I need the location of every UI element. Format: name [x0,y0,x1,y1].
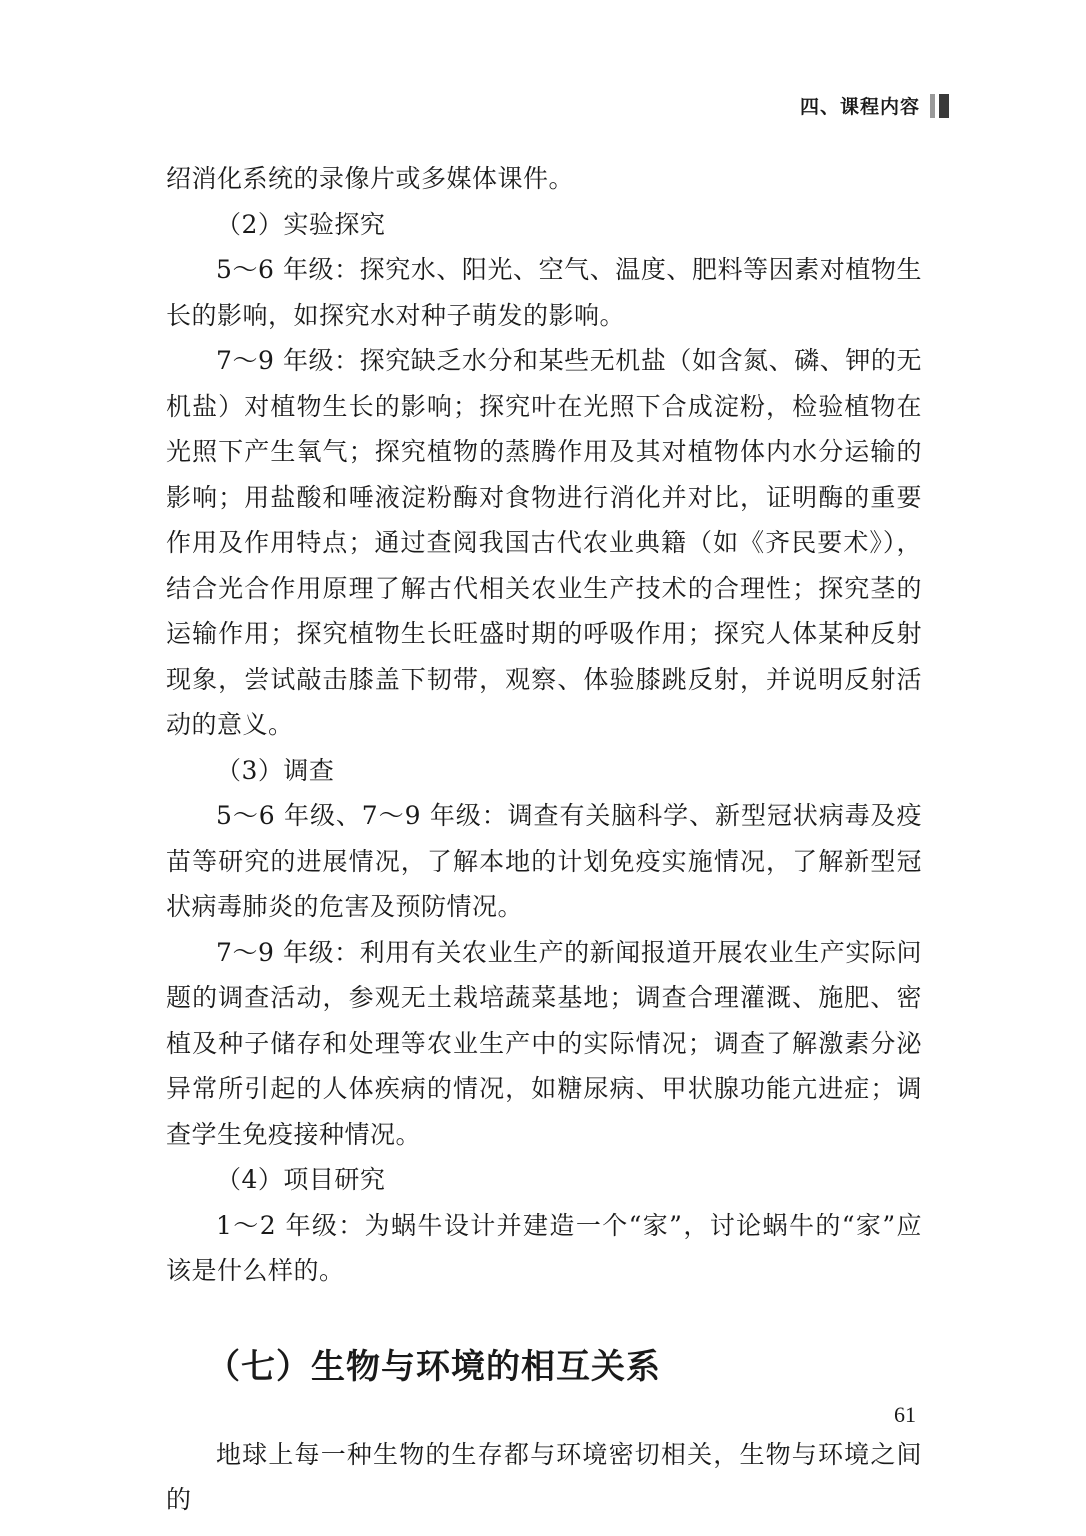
paragraph-grade-5-6-experiment: 5～6 年级：探究水、阳光、空气、温度、肥料等因素对植物生长的影响，如探究水对种子萌发的影响。 [166,255,922,330]
paragraph-grade-7-9-experiment: 7～9 年级：探究缺乏水分和某些无机盐（如含氮、磷、钾的无机盐）对植物生长的影响；探究叶在光照下合成淀粉，检验植物在光照下产生氧气；探究植物的蒸腾作用及其对植物体内水分运输的影响；用盐酸和唾液淀粉酶对食物进行消化并对比，证明酶的重要作用及作用特点；通过查阅我国古代农业典籍（如《齐民要术》），结合光合作用原理了解古代相关农业生产技术的合理性；探究茎的运输作用；探究植物生长旺盛时期的呼吸作用；探究人体某种反射现象，尝试敲击膝盖下韧带，观察、体验膝跳反射，并说明反射活动的意义。 [166,346,922,739]
running-header-title: 四、课程内容 [799,96,920,118]
paragraph-grade-7-9-survey: 7～9 年级：利用有关农业生产的新闻报道开展农业生产实际问题的调查活动，参观无土栽培蔬菜基地；调查合理灌溉、施肥、密植及种子储存和处理等农业生产中的实际情况；调查了解激素分泌异常所引起的人体疾病的情况，如糖尿病、甲状腺功能亢进症；调查学生免疫接种情况。 [166,937,922,1149]
page-number: 61 [894,1402,916,1427]
paragraph-grade-survey-combined: 5～6 年级、7～9 年级：调查有关脑科学、新型冠状病毒及疫苗等研究的进展情况，了解本地的计划免疫实施情况，了解新型冠状病毒肺炎的危害及预防情况。 [166,801,922,921]
subheading-survey: （3）调查 [216,755,335,785]
section-heading: （七）生物与环境的相互关系 [206,1346,661,1387]
paragraph-section-intro: 地球上每一种生物的生存都与环境密切相关，生物与环境之间的 [166,1439,922,1514]
paragraph-continuation: 绍消化系统的录像片或多媒体课件。 [166,164,575,193]
page-content [166,156,922,1523]
header-bar-thick [939,94,949,118]
header-bar-thin [930,94,935,118]
running-header [800,92,949,119]
subheading-experiment: （2）实验探究 [216,209,386,239]
subheading-project-research: （4）项目研究 [216,1165,386,1194]
header-decoration-bars [930,94,949,118]
paragraph-grade-1-2-project: 1～2 年级：为蜗牛设计并建造一个“家”，讨论蜗牛的“家”应该是什么样的。 [166,1210,922,1285]
